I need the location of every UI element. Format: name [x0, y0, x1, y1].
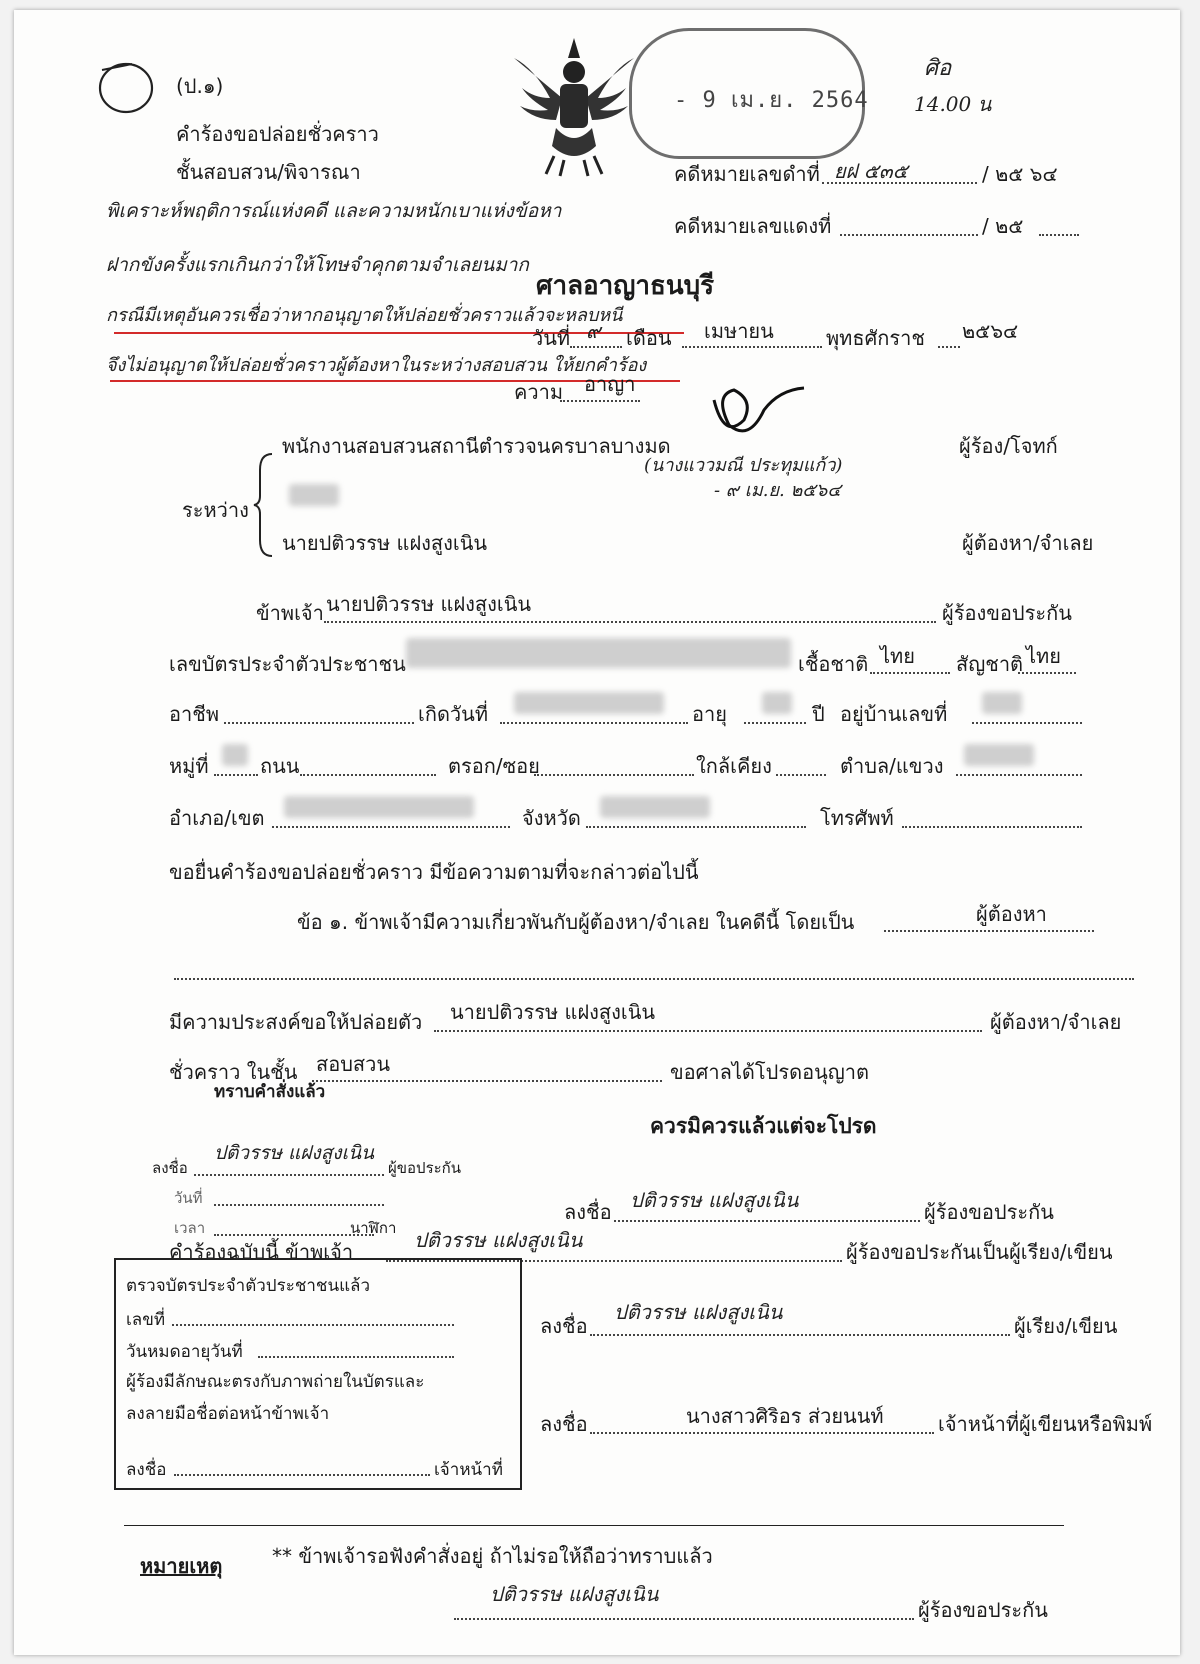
request-label: มีความประสงค์ขอให้ปล่อยตัว	[169, 1010, 423, 1034]
case-type-label: ความ	[514, 380, 564, 404]
applicant-sign-role: ผู้ร้องขอประกัน	[924, 1200, 1054, 1224]
clause-1: ข้อ ๑. ข้าพเจ้ามีความเกี่ยวพันกับผู้ต้องหา/จำเลย ในคดีนี้ โดยเป็น	[297, 910, 855, 934]
black-case-value: ยฝ ๕๓๕	[834, 159, 908, 183]
idbox-number-label: เลขที่	[126, 1310, 166, 1330]
writer-prefix: คำร้องฉบับนี้ ข้าพเจ้า	[169, 1240, 354, 1264]
date-label: วันที่	[532, 326, 571, 350]
composer-signature: ปติวรรษ แฝงสูงเนิน	[614, 1300, 783, 1324]
court-name: ศาลอาญาธนบุรี	[536, 271, 715, 301]
writer-role: ผู้ร้องขอประกันเป็นผู้เรียง/เขียน	[846, 1240, 1113, 1264]
temp-stage: สอบสวน	[316, 1052, 391, 1076]
final-signature: ปติวรรษ แฝงสูงเนิน	[490, 1582, 659, 1606]
idbox-expiry-label: วันหมดอายุวันที่	[126, 1342, 243, 1362]
judge-signature	[704, 370, 814, 445]
age-label: อายุ	[692, 702, 727, 726]
document-page	[14, 10, 1180, 1655]
garuda-emblem-icon	[504, 28, 644, 178]
temp-label: ชั่วคราว ในชั้น	[169, 1060, 298, 1084]
district-label: อำเภอ/เขต	[169, 806, 265, 830]
nationality-value: ไทย	[1026, 644, 1061, 668]
phone-label: โทรศัพท์	[820, 806, 894, 830]
permit-text: ขอศาลได้โปรดอนุญาต	[670, 1060, 870, 1084]
birth-label: เกิดวันที่	[418, 702, 489, 726]
remark-label: หมายเหตุ	[140, 1554, 223, 1578]
applicant-label: ข้าพเจ้า	[256, 601, 324, 625]
final-role: ผู้ร้องขอประกัน	[918, 1598, 1048, 1622]
idbox-line1: ผู้ร้องมีลักษณะตรงกับภาพถ่ายในบัตรและ	[126, 1372, 425, 1392]
writer-signature: ปติวรรษ แฝงสูงเนิน	[414, 1228, 583, 1252]
applicant-signature: ปติวรรษ แฝงสูงเนิน	[630, 1188, 799, 1212]
date-day: ๙	[586, 319, 601, 343]
redacted-house	[982, 692, 1022, 714]
applicant-sign-label: ลงชื่อ	[564, 1200, 612, 1224]
footer-rule	[124, 1525, 1064, 1526]
form-code: (ป.๑)	[176, 74, 224, 98]
request-name: นายปติวรรษ แฝงสูงเนิน	[450, 1000, 656, 1024]
ack-time-label: เวลา	[174, 1219, 206, 1237]
redacted-province	[600, 796, 710, 818]
id-label: เลขบัตรประจำตัวประชาชน	[169, 652, 406, 676]
officer-date: - ๙ เม.ย. ๒๕๖๔	[714, 480, 841, 501]
month-label: เดือน	[626, 326, 672, 350]
redacted-field	[289, 484, 339, 506]
circle-mark-icon	[92, 56, 162, 116]
redacted-moo	[222, 744, 248, 766]
relation-value: ผู้ต้องหา	[976, 902, 1047, 926]
moo-label: หมู่ที่	[169, 754, 209, 778]
court-note-line3: กรณีมีเหตุอันควรเชื่อว่าหากอนุญาตให้ปล่อยชั่วคราวแล้วจะหลบหนี	[106, 305, 623, 326]
age-unit: ปี	[812, 702, 825, 726]
month-value: เมษายน	[704, 319, 774, 343]
defendant-role: ผู้ต้องหา/จำเลย	[962, 531, 1094, 555]
defendant-name: นายปติวรรษ แฝงสูงเนิน	[282, 531, 488, 555]
court-note-line4: จึงไม่อนุญาตให้ปล่อยชั่วคราวผู้ต้องหาในระหว่างสอบสวน ให้ยกคำร้อง	[106, 355, 647, 376]
ack-time-unit: นาฬิกา	[350, 1219, 397, 1237]
black-case-year: / ๒๕ ๖๔	[982, 162, 1058, 186]
ack-signature: ปติวรรษ แฝงสูงเนิน	[214, 1142, 375, 1164]
plaintiff-role: ผู้ร้อง/โจทก์	[959, 434, 1058, 458]
idbox-line2: ลงลายมือชื่อต่อหน้าข้าพเจ้า	[126, 1404, 330, 1424]
province-label: จังหวัด	[522, 806, 581, 830]
between-label: ระหว่าง	[182, 498, 249, 522]
court-note-line1: พิเคราะห์พฤติการณ์แห่งคดี และความหนักเบาแห่งข้อหา	[106, 200, 562, 222]
acknowledge-title: ทราบคำสั่งแล้ว	[214, 1082, 326, 1102]
nationality-label: สัญชาติ	[956, 652, 1024, 676]
corner-note-2: 14.00 น	[914, 92, 992, 116]
ack-sign-role: ผู้ขอประกัน	[388, 1159, 462, 1177]
black-case-label: คดีหมายเลขดำที่	[674, 162, 820, 186]
composer-sign-label: ลงชื่อ	[540, 1314, 588, 1338]
ack-sign-label: ลงชื่อ	[152, 1159, 188, 1177]
typist-role: เจ้าหน้าที่ผู้เขียนหรือพิมพ์	[938, 1412, 1153, 1436]
ack-date-label: วันที่	[174, 1189, 203, 1207]
occupation-label: อาชีพ	[169, 702, 219, 726]
intro-text: ขอยื่นคำร้องขอปล่อยชั่วคราว มีข้อความตามที่จะกล่าวต่อไปนี้	[169, 860, 699, 884]
soi-label: ตรอก/ซอย	[448, 754, 540, 778]
idbox-sign-label: ลงชื่อ	[126, 1460, 167, 1480]
red-case-label: คดีหมายเลขแดงที่	[674, 214, 832, 238]
year-label: พุทธศักราช	[826, 326, 925, 350]
idbox-officer-role: เจ้าหน้าที่	[434, 1460, 503, 1480]
wait-text: ** ข้าพเจ้ารอฟังคำสั่งอยู่ ถ้าไม่รอให้ถือว่าทราบแล้ว	[272, 1544, 713, 1568]
house-label: อยู่บ้านเลขที่	[840, 702, 948, 726]
year-value: ๒๕๖๔	[962, 319, 1019, 343]
composer-role: ผู้เรียง/เขียน	[1014, 1314, 1118, 1338]
officer-note: (นางแววมณี ประทุมแก้ว)	[644, 455, 843, 476]
near-label: ใกล้เคียง	[696, 754, 772, 778]
typist-name: นางสาวศิริอร ส่วยนนท์	[686, 1404, 884, 1428]
stamp-date: - 9 เม.ย. 2564	[674, 88, 869, 113]
redacted-subdistrict	[964, 744, 1034, 766]
form-stage: ชั้นสอบสวน/พิจารณา	[176, 160, 361, 184]
case-type-value: อาญา	[584, 372, 636, 396]
redacted-age	[762, 692, 792, 714]
corner-note-1: ศิอ	[924, 56, 952, 81]
race-value: ไทย	[880, 644, 915, 668]
typist-sign-label: ลงชื่อ	[540, 1412, 588, 1436]
request-role: ผู้ต้องหา/จำเลย	[990, 1010, 1122, 1034]
applicant-name: นายปติวรรษ แฝงสูงเนิน	[326, 592, 532, 616]
court-note-line2: ฝากขังครั้งแรกเกินกว่าให้โทษจำคุกตามจำเลยนมาก	[106, 254, 529, 276]
road-label: ถนน	[260, 754, 300, 778]
idbox-title: ตรวจบัตรประจำตัวประชาชนแล้ว	[126, 1276, 371, 1296]
brace-icon	[252, 450, 276, 560]
red-case-year: / ๒๕	[982, 214, 1024, 238]
applicant-role: ผู้ร้องขอประกัน	[942, 601, 1072, 625]
form-title: คำร้องขอปล่อยชั่วคราว	[176, 122, 379, 146]
subdistrict-label: ตำบล/แขวง	[840, 754, 944, 778]
race-label: เชื้อชาติ	[798, 652, 869, 676]
consider-text: ควรมิควรแล้วแต่จะโปรด	[650, 1114, 877, 1138]
plaintiff-name: พนักงานสอบสวนสถานีตำรวจนครบาลบางมด	[282, 434, 671, 458]
redacted-id-number	[406, 638, 791, 668]
redacted-birthdate	[514, 692, 664, 714]
redacted-district	[284, 796, 474, 818]
